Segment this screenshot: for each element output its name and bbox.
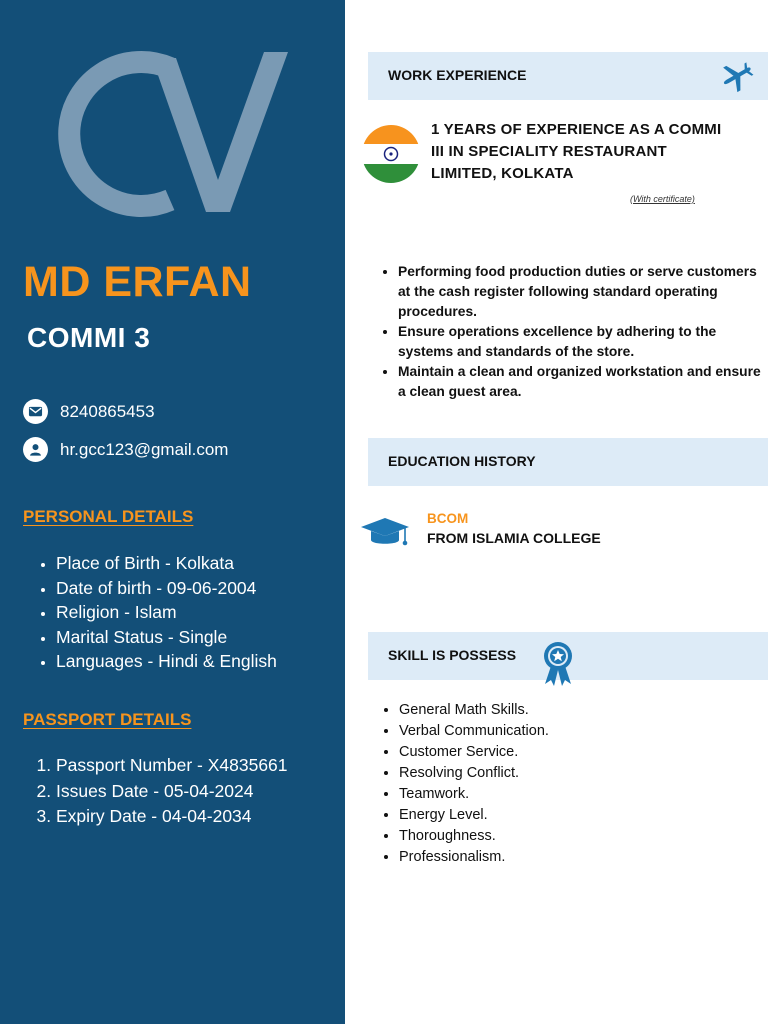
education-heading: EDUCATION HISTORY	[388, 453, 536, 469]
person-icon	[23, 437, 48, 462]
skills-heading: SKILL IS POSSESS	[388, 647, 517, 663]
list-item: • Religion - Islam	[56, 600, 277, 625]
award-ribbon-icon	[540, 640, 576, 688]
list-item: • Ensure operations excellence by adhering to the systems and standards of the store.	[398, 322, 768, 362]
work-experience-heading: WORK EXPERIENCE	[388, 67, 527, 83]
list-item: • Resolving Conflict.	[399, 763, 549, 784]
phone-contact	[23, 399, 155, 424]
passport-details-heading: PASSPORT DETAILS	[23, 710, 192, 729]
personal-details-list	[23, 551, 277, 674]
sidebar	[0, 0, 345, 1024]
experience-heading: 1 YEARS OF EXPERIENCE AS A COMMI III IN SPECIALITY RESTAURANT LIMITED, KOLKATA	[431, 121, 722, 182]
list-item: • Teamwork.	[399, 784, 549, 805]
list-item: • Date of birth - 09-06-2004	[56, 576, 277, 601]
list-item: • Professionalism.	[399, 847, 549, 868]
phone-number: 8240865453	[60, 401, 155, 421]
airplane-icon	[720, 59, 754, 93]
list-item: • Place of Birth - Kolkata	[56, 551, 277, 576]
list-item: • Customer Service.	[399, 742, 549, 763]
skills-list	[376, 700, 549, 868]
list-item: • Languages - Hindi & English	[56, 649, 277, 674]
list-item: • Thoroughness.	[399, 826, 549, 847]
passport-details-list	[23, 753, 288, 830]
work-experience-band	[368, 52, 768, 100]
email-contact	[23, 437, 228, 462]
candidate-name: MD ERFAN	[23, 258, 252, 306]
list-item: • Verbal Communication.	[399, 721, 549, 742]
list-item: 2. Issues Date - 05-04-2024	[56, 779, 288, 805]
india-flag-icon	[361, 124, 421, 184]
cv-logo	[20, 44, 295, 224]
mail-icon	[23, 399, 48, 424]
candidate-role: COMMI 3	[27, 322, 151, 353]
skills-band	[368, 632, 768, 680]
degree: BCOM	[427, 511, 469, 526]
list-item: • Performing food production duties or serve customers at the cash register following standard operating procedures.	[398, 262, 768, 322]
education-band	[368, 438, 768, 486]
institution: FROM ISLAMIA COLLEGE	[427, 530, 601, 546]
list-item: • Marital Status - Single	[56, 625, 277, 650]
list-item: • Energy Level.	[399, 805, 549, 826]
certificate-note: (With certificate)	[630, 194, 695, 204]
email-address[interactable]: hr.gcc123@gmail.com	[60, 439, 229, 459]
duties-list	[376, 262, 768, 402]
list-item: 3. Expiry Date - 04-04-2034	[56, 804, 288, 830]
personal-details-heading: PERSONAL DETAILS	[23, 507, 194, 526]
graduation-cap-icon	[359, 516, 411, 550]
list-item: 1. Passport Number - X4835661	[56, 753, 288, 779]
list-item: • Maintain a clean and organized workstation and ensure a clean guest area.	[398, 362, 768, 402]
list-item: • General Math Skills.	[399, 700, 549, 721]
